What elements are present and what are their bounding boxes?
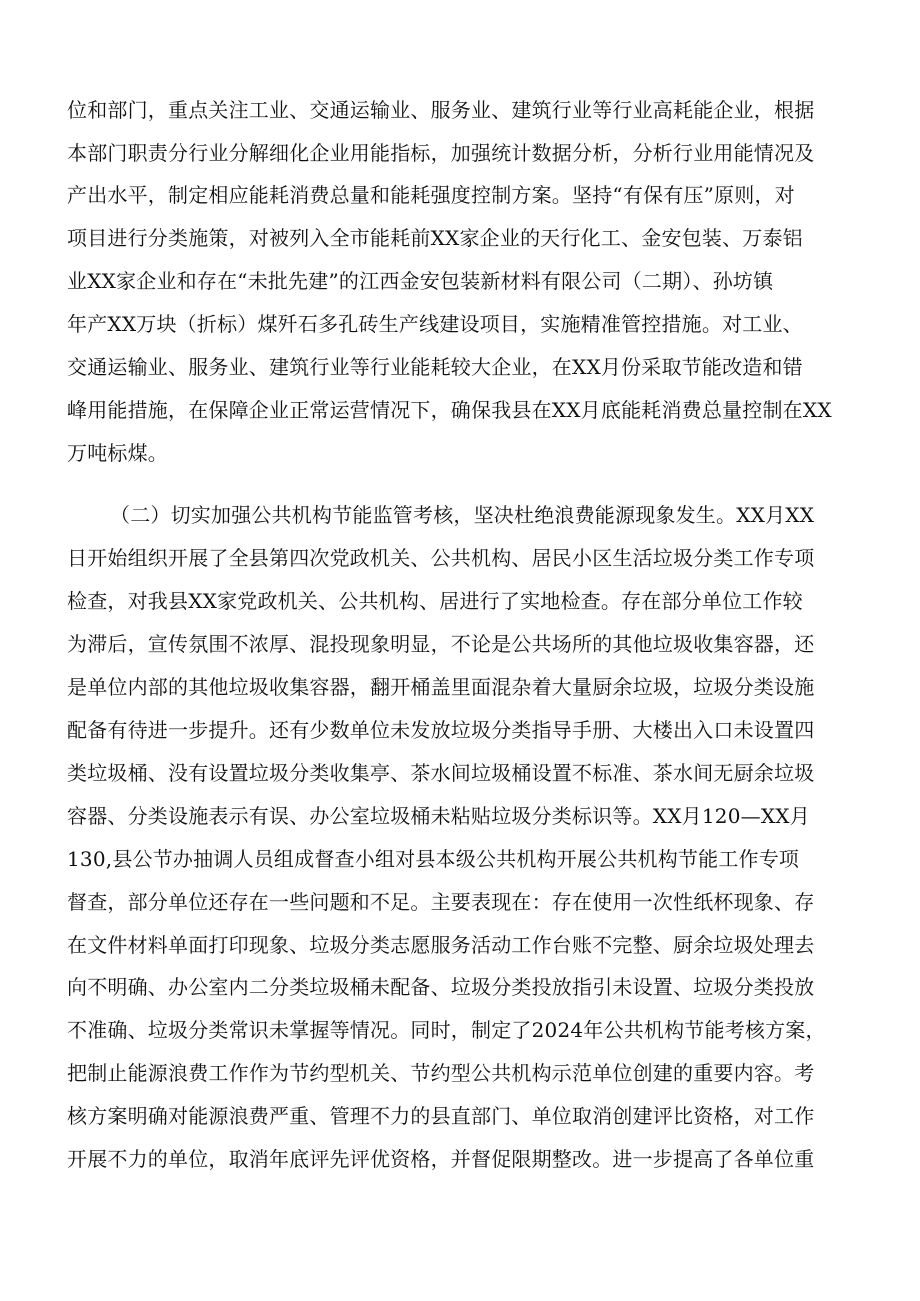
paragraph-1-line: 交通运输业、服务业、建筑行业等行业能耗较大企业，在XX月份采取节能改造和错 [67, 355, 803, 379]
paragraph-2-line: 类垃圾桶、没有设置垃圾分类收集亭、茶水间垃圾桶设置不标准、茶水间无厨余垃圾 [67, 761, 815, 785]
paragraph-2-line: 为滞后，宣传氛围不浓厚、混投现象明显，不论是公共场所的其他垃圾收集容器，还 [67, 632, 815, 656]
paragraph-1-line: 峰用能措施，在保障企业正常运营情况下，确保我县在XX月底能耗消费总量控制在XX [67, 398, 832, 422]
paragraph-2-line: 是单位内部的其他垃圾收集容器，翻开桶盖里面混杂着大量厨余垃圾，垃圾分类设施 [67, 675, 815, 699]
paragraph-1-line: 年产XX万块（折标）煤歼石多孔砖生产线建设项目，实施精准管控措施。对工业、 [67, 312, 803, 336]
paragraph-2-line: 在文件材料单面打印现象、垃圾分类志愿服务活动工作台账不完整、厨余垃圾处理去 [67, 933, 815, 957]
paragraph-2-line: 把制止能源浪费工作作为节约型机关、节约型公共机构示范单位创建的重要内容。考 [67, 1061, 815, 1085]
paragraph-2-line: 督查，部分单位还存在一些问题和不足。主要表现在：存在使用一次性纸杯现象、存 [67, 890, 815, 914]
paragraph-1-line: 位和部门，重点关注工业、交通运输业、服务业、建筑行业等行业高耗能企业，根据 [67, 98, 815, 122]
paragraph-1-line: 本部门职责分行业分解细化企业用能指标，加强统计数据分析，分析行业用能情况及 [67, 141, 815, 165]
paragraph-2-line: 配备有待进一步提升。还有少数单位未发放垃圾分类指导手册、大楼出入口未设置四 [67, 718, 815, 742]
paragraph-2-line: 不准确、垃圾分类常识未掌握等情况。同时，制定了2024年公共机构节能考核方案， [67, 1018, 826, 1042]
paragraph-1-line: 项目进行分类施策，对被列入全市能耗前XX家企业的天行化工、金安包装、万泰铝 [67, 226, 803, 250]
paragraph-1-line: 产出水平，制定相应能耗消费总量和能耗强度控制方案。坚持“有保有压”原则，对 [67, 183, 795, 207]
paragraph-2-line: 向不明确、办公室内二分类垃圾桶未配备、垃圾分类投放指引未设置、垃圾分类投放 [67, 975, 815, 999]
paragraph-2-line: 检查，对我县XX家党政机关、公共机构、居进行了实地检查。存在部分单位工作较 [67, 589, 803, 613]
paragraph-1-line: 万吨标煤。 [67, 441, 168, 465]
paragraph-2-line: 开展不力的单位，取消年底评先评优资格，并督促限期整改。进一步提高了各单位重 [67, 1147, 815, 1171]
paragraph-2-line: 容器、分类设施表示有误、办公室垃圾桶未粘贴垃圾分类标识等。XX月120—XX月 [67, 804, 810, 828]
paragraph-1-line: 业XX家企业和存在“未批先建”的江西金安包装新材料有限公司（二期）、孙坊镇 [67, 269, 774, 293]
paragraph-2-line: （二）切实加强公共机构节能监管考核，坚决杜绝浪费能源现象发生。XX月XX [110, 503, 815, 527]
paragraph-2-line: 核方案明确对能源浪费严重、管理不力的县直部门、单位取消创建评比资格，对工作 [67, 1104, 815, 1128]
paragraph-2-line: 日开始组织开展了全县第四次党政机关、公共机构、居民小区生活垃圾分类工作专项 [67, 546, 815, 570]
paragraph-2-line: 130,县公节办抽调人员组成督查小组对县本级公共机构开展公共机构节能工作专项 [67, 847, 800, 871]
